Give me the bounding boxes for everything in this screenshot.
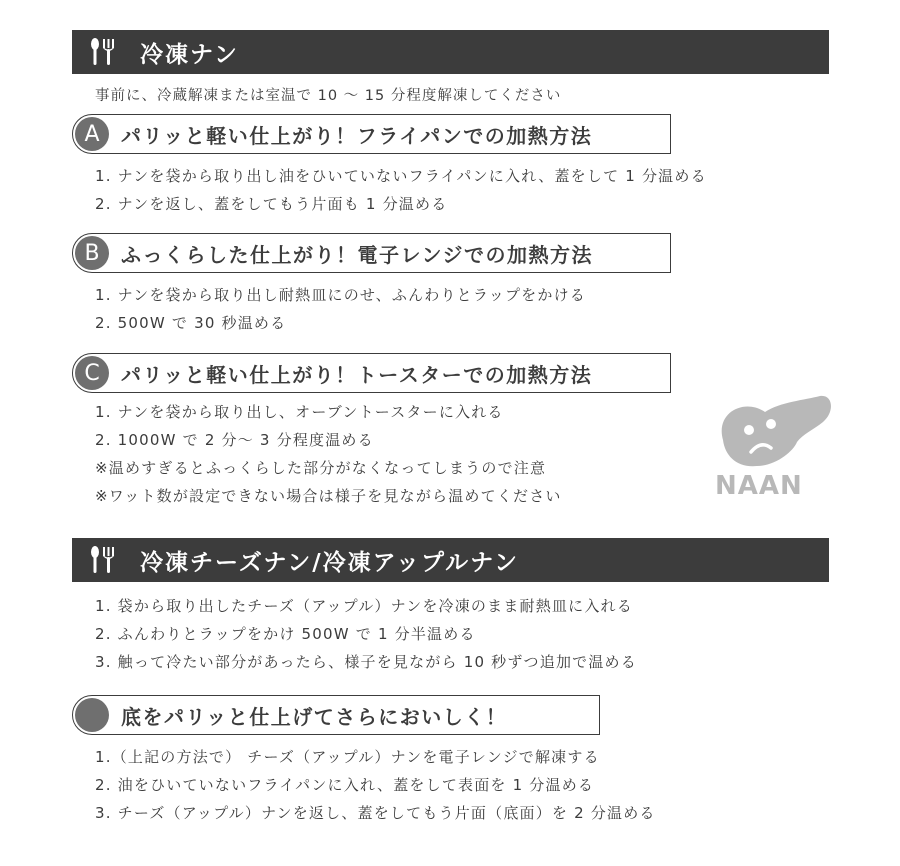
step-note: ※温めすぎるとふっくらした部分がなくなってしまうので注意 <box>95 459 547 477</box>
cheese-apple-steps <box>95 592 637 676</box>
step-item: 2. 1000W で 2 分～ 3 分程度温める <box>95 431 374 449</box>
crispy-method-header <box>72 695 600 735</box>
step-item: 1. ナンを袋から取り出し耐熱皿にのせ、ふんわりとラップをかける <box>95 286 586 304</box>
step-item: 2. 500W で 30 秒温める <box>95 314 287 332</box>
step-item: 3. チーズ（アップル）ナンを返し、蓋をしてもう片面（底面）を 2 分温める <box>95 804 656 822</box>
method-a-title: パリッと軽い仕上がり！フライパンでの加熱方法 <box>121 123 593 148</box>
section-title: 冷凍チーズナン/冷凍アップルナン <box>140 549 519 576</box>
naan-face-icon <box>705 390 835 505</box>
crispy-method-title: 底をパリッと仕上げてさらにおいしく！ <box>121 704 508 729</box>
crispy-method-badge <box>75 698 109 732</box>
step-item: 2. ナンを返し、蓋をしてもう片面も 1 分温める <box>95 195 448 213</box>
method-a-header <box>72 114 671 154</box>
step-item: 2. ふんわりとラップをかけ 500W で 1 分半温める <box>95 625 476 643</box>
step-item: 1. ナンを袋から取り出し、オーブントースターに入れる <box>95 403 504 421</box>
step-item: 1. 袋から取り出したチーズ（アップル）ナンを冷凍のまま耐熱皿に入れる <box>95 597 633 615</box>
section-header-frozen-naan <box>72 30 829 74</box>
intro-note: 事前に、冷蔵解凍または室温で 10 ～ 15 分程度解凍してください <box>95 88 562 104</box>
step-item: 3. 触って冷たい部分があったら、様子を見ながら 10 秒ずつ追加で温める <box>95 653 637 671</box>
method-b-title: ふっくらした仕上がり！電子レンジでの加熱方法 <box>121 242 593 267</box>
naan-mascot <box>705 390 835 505</box>
method-c-badge: C <box>75 356 109 390</box>
method-c-title: パリッと軽い仕上がり！トースターでの加熱方法 <box>121 362 593 387</box>
section-header-cheese-apple <box>72 538 829 582</box>
method-c-steps <box>95 398 562 510</box>
step-item: 1. ナンを袋から取り出し油をひいていないフライパンに入れ、蓋をして 1 分温める <box>95 167 707 185</box>
method-b-steps <box>95 281 586 337</box>
method-a-steps <box>95 162 707 218</box>
method-b-header <box>72 233 671 273</box>
step-item: 2. 油をひいていないフライパンに入れ、蓋をして表面を 1 分温める <box>95 776 595 794</box>
method-b-badge: B <box>75 236 109 270</box>
step-item: 1.（上記の方法で） チーズ（アップル）ナンを電子レンジで解凍する <box>95 748 600 766</box>
method-c-header <box>72 353 671 393</box>
step-note: ※ワット数が設定できない場合は様子を見ながら温めてください <box>95 487 562 505</box>
cutlery-icon <box>88 538 132 582</box>
section-title: 冷凍ナン <box>140 41 239 68</box>
method-a-badge: A <box>75 117 109 151</box>
cutlery-icon <box>88 30 132 74</box>
crispy-method-steps <box>95 743 656 827</box>
naan-label: NAAN <box>715 471 803 501</box>
